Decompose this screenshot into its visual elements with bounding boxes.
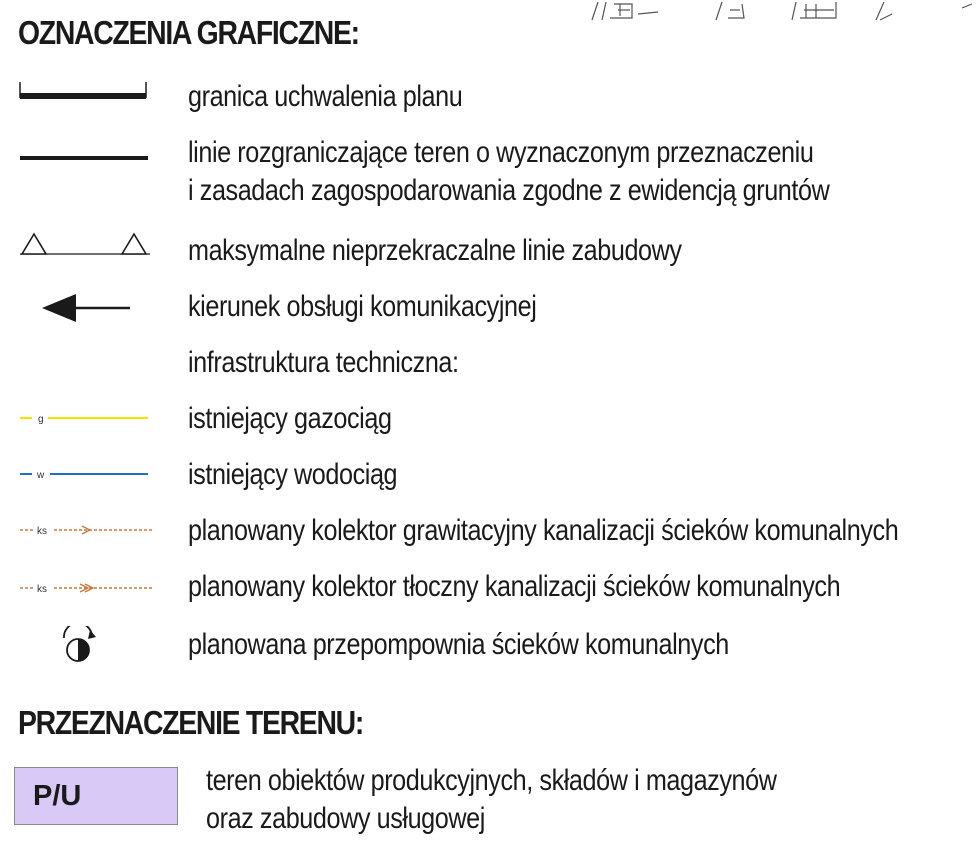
legend-label: kierunek obsługi komunikacyjnej [188,290,537,323]
demarcation-line-icon [18,134,150,174]
legend-label: planowany kolektor grawitacyjny kanalizacji ścieków komunalnych [188,514,899,547]
sewer-pressure-line-icon [18,568,154,604]
legend-label: istniejący wodociąg [188,458,398,491]
map-fragment-sketch [570,0,976,24]
pump-station-icon [18,626,150,666]
land-use-swatch [14,767,178,825]
arrow-left-icon [18,288,150,324]
water-line-icon [18,456,150,492]
water-code: w [37,470,45,481]
land-use-heading: PRZEZNACZENIE TERENU: [18,704,364,741]
legend-label: infrastruktura techniczna: [188,346,459,379]
plan-boundary-line-icon [18,78,150,114]
graphic-symbols-heading: OZNACZENIA GRAFICZNE: [18,14,359,51]
legend-label: linie rozgraniczające teren o wyznaczonym przeznaczeniu i zasadach zagospodarowania zgodne z ewidencją gruntów [188,136,830,207]
sewer-gravity-code: ks [37,526,47,537]
sewer-gravity-line-icon [18,512,154,548]
legend-label: maksymalne nieprzekraczalne linie zabudowy [188,234,682,267]
legend-label: planowany kolektor tłoczny kanalizacji ścieków komunalnych [188,570,841,603]
legend-label: planowana przepompownia ścieków komunalnych [188,628,729,661]
land-use-code: P/U [33,780,82,812]
gas-line-icon [18,400,150,436]
legend-label: istniejący gazociąg [188,402,392,435]
legend-label: granica uchwalenia planu [188,80,463,113]
sewer-pressure-code: ks [37,584,47,595]
building-line-triangles-icon [18,232,152,268]
land-use-label: teren obiektów produkcyjnych, składów i magazynów oraz zabudowy usługowej [206,764,777,835]
gas-code: g [38,414,44,425]
